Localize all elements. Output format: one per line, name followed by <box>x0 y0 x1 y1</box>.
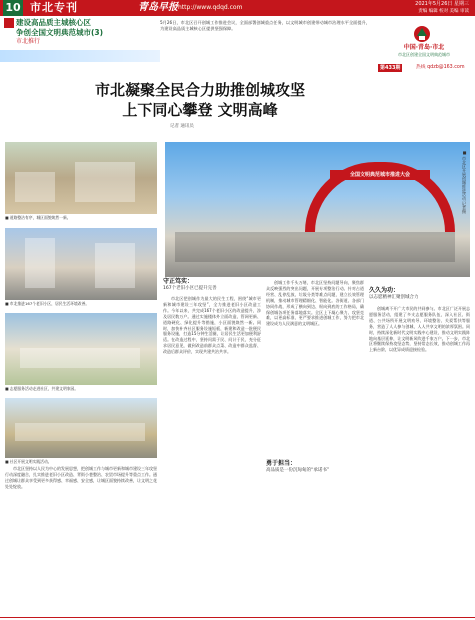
left-column-text <box>5 466 157 616</box>
teaser-line[interactable]: 建设高品质主城核心区 <box>16 18 91 27</box>
community-photo <box>5 398 157 458</box>
paragraph: 市北区把创城作为最大的民生工程，围绕“城市更新和城市建设三年攻坚”，全力推进老旧小区改造工作。今年以来，共完成167个老旧小区的改造提升，涉及居民数万户。通过实施楼体外立面改造、管网更新、道路硬化、绿化提升等措施，小区面貌焕然一新。同时，加快补齐社区服务设施短板，新建和改造一批便民服务设施，打造15分钟生活圈，让居民生活更加便利舒适。在改造过程中，坚持问需于民、问计于民，充分征求居民意见，做到改造前群众点菜、改造中群众监督、改造后群众评价，实现共建共治共享。 <box>163 296 261 355</box>
photo-caption: ■ 社区开展文明实践活动。 <box>5 459 52 464</box>
paragraph: 创城离不开广大市民的共同参与。市北区广泛开展志愿服务活动，组建了多支志愿服务队伍，深入社区、街道、公共场所开展文明劝导、环境整治、关爱帮扶等服务，营造了人人参与创城、人人共享文明的浓厚氛围。同时，持续深化新时代文明实践中心建设，推动文明实践阵地向基层延伸，让文明新风吹进千家万户。下一步，市北区将继续保持攻坚态势，坚持常态长效，推动创城工作再上新台阶，以优异成绩迎接检验。 <box>369 306 470 353</box>
page-header <box>0 0 475 16</box>
teaser-line[interactable]: 争创全国文明典范城市(3) <box>16 27 104 37</box>
section-heading-title: 久久为功： <box>369 287 400 294</box>
headline-line-2: 上下同心攀登 文明高峰 <box>122 101 278 119</box>
main-headline <box>30 80 370 120</box>
arch-sign: 全国文明典范城市推进大会 <box>330 170 430 180</box>
section-heading-sub: 以志愿精神汇聚创城合力 <box>369 295 419 300</box>
intro-paragraph: 5月26日，市北区召开创城工作推进会议，全面部署创城重点任务，以文明城市创建带动城市治理水平全面提升，为建设高品质主城核心区提供坚强保障。 <box>160 20 370 31</box>
issue-label: 第433期 <box>380 65 401 71</box>
teaser-marker-icon <box>4 18 14 28</box>
banner-skyline-image <box>0 50 160 62</box>
photo-caption: ■ 市北推进167个老旧小区，居民生活环境改善。 <box>5 301 90 306</box>
section-heading <box>266 460 364 474</box>
section-heading-title: 守正笃实： <box>163 278 194 285</box>
headline-block <box>0 78 475 142</box>
teaser-line[interactable]: 市北推行 <box>16 38 41 45</box>
residential-photo <box>5 228 157 300</box>
page-number: 10 <box>3 0 23 16</box>
headline-line-1: 市北凝聚全民合力助推创城攻坚 <box>94 81 305 99</box>
hotline-email[interactable]: 热线 qdzb@163.com <box>416 65 465 70</box>
street-photo <box>5 142 157 214</box>
staff-credits: 责编 编辑 校对 美编 审读 <box>418 9 469 14</box>
section-heading <box>369 287 470 301</box>
section-heading-sub: 167个老旧小区已提升完善 <box>163 286 217 291</box>
logo-name: 中国·青岛·市北 <box>403 44 445 51</box>
section-heading-title: 勇于担当： <box>266 460 297 467</box>
logo-subtitle: 市北区创建全国文明典范城市 <box>398 52 450 57</box>
section-title: 市北专刊 <box>30 1 78 14</box>
section-heading <box>163 278 261 292</box>
photo-caption: ■ 志愿服务活动走进社区，共建文明家园。 <box>5 386 79 391</box>
masthead-logo: 青岛早报 <box>138 2 178 13</box>
campaign-logo <box>376 18 471 76</box>
section-heading-sub: 高品质是一份沉甸甸的“承诺书” <box>266 468 330 473</box>
volunteer-photo <box>5 313 157 385</box>
body-column-1 <box>163 296 261 615</box>
photo-caption: ■ 道路整洁有序，城区面貌焕然一新。 <box>5 215 71 220</box>
body-column-2 <box>266 280 364 458</box>
top-banner <box>0 16 475 78</box>
city-emblem-icon <box>412 24 432 44</box>
paragraph: 市北区坚持以人民为中心的发展思想，把创城工作与城市更新和城市建设三年攻坚行动深度融合，扎实推进老旧小区改造、背街小巷整治、农贸市场提升等重点工作。通过创城让群众享受到更多获得感、幸福感、安全感，让城区面貌持续改善，让文明之花处处绽放。 <box>5 466 157 489</box>
body-column-3 <box>369 306 470 615</box>
side-caption: ■ 市北区开展创城推进活动 记者摄 <box>462 150 467 214</box>
paragraph: 创城工作千头万绪，市北区坚持问题导向，聚焦群众反映强烈的突出问题，开展专项整治行动。针对占道经营、乱停乱放、垃圾分类等难点问题，建立长效管理机制，推动城市管理精细化、智能化。各街道、各部门协同作战，形成了横向到边、纵向到底的工作格局，确保创城各项任务落地落实。全区上下凝心聚力、攻坚克难，以更高标准、更严要求推进创城工作，努力把市北建设成为人民满意的文明城区。 <box>266 280 364 327</box>
website-link[interactable]: http://www.qdqd.com <box>178 4 243 11</box>
teaser-list <box>16 18 158 47</box>
byline: 记者 通讯员 <box>170 124 194 129</box>
bottom-rule <box>0 617 475 618</box>
issue-date: 2021年5月26日 星期三 <box>415 1 469 7</box>
event-photo <box>165 142 470 277</box>
